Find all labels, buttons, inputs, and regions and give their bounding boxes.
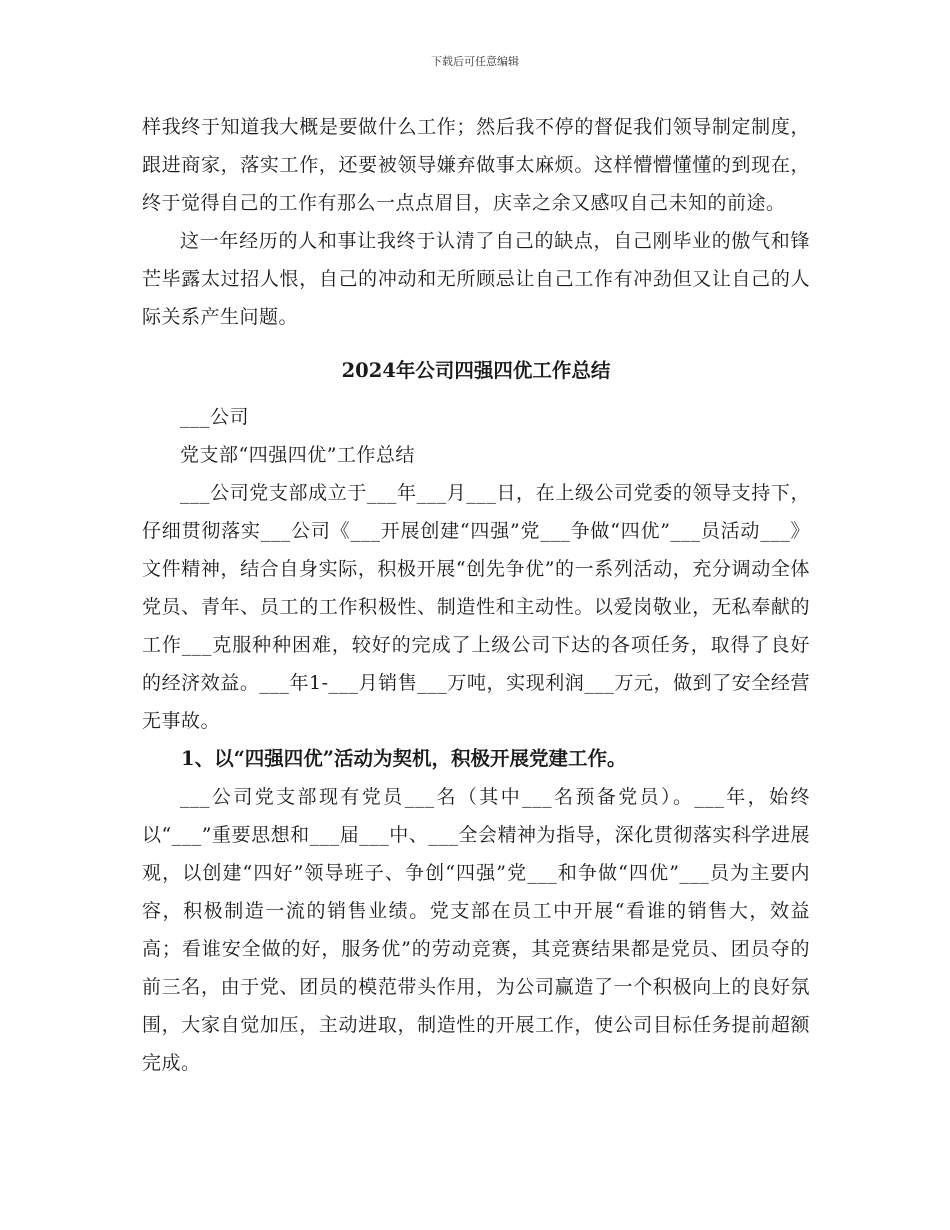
- company-line: ___公司: [180, 406, 250, 428]
- branch-line: 党支部“四强四优”工作总结: [180, 444, 415, 466]
- page-header-note: 下载后可任意编辑: [431, 55, 519, 68]
- document-body: [142, 108, 810, 1082]
- section-heading-1: 1、以“四强四优”活动为契机，积极开展党建工作。: [181, 747, 627, 770]
- document-title: 2024年公司四强四优工作总结: [341, 359, 611, 382]
- paragraph-continuation: 样我终于知道我大概是要做什么工作；然后我不停的督促我们领导制定制度，跟进商家，落实工作，还要被领导嫌弃做事太麻烦。这样懵懵懂懂的到现在，终于觉得自己的工作有那么一点点眉目，庆幸之余又感叹自己未知的前途。: [142, 116, 810, 214]
- paragraph-reflection: 这一年经历的人和事让我终于认清了自己的缺点，自己刚毕业的傲气和锋芒毕露太过招人恨，自己的冲动和无所顾忌让自己工作有冲劲但又让自己的人际关系产生问题。: [142, 230, 810, 328]
- intro-paragraph: ___公司党支部成立于___年___月___日，在上级公司党委的领导支持下，仔细贯彻落实___公司《___开展创建“四强”党___争做“四优”___员活动___》文件精神，结合自身实际，积极开展“创先争优”的一系列活动，充分调动全体党员、青年、员工的工作积极性、制造性和主动性。以爱岗敬业，无私奉献的工作___克服种种困难，较好的完成了上级公司下达的各项任务，取得了良好的经济效益。___年1-___月销售___万吨，实现利润___万元，做到了安全经营无事故。: [142, 482, 810, 732]
- section-1-paragraph: ___公司党支部现有党员___名（其中___名预备党员）。___年，始终以“___”重要思想和___届___中、___全会精神为指导，深化贯彻落实科学进展观，以创建“四好”领导班子、争创“四强”党___和争做“四优”___员为主要内容，积极制造一流的销售业绩。党支部在员工中开展“看谁的销售大，效益高；看谁安全做的好，服务优”的劳动竞赛，其竞赛结果都是党员、团员夺的前三名，由于党、团员的模范带头作用，为公司赢造了一个积极向上的良好氛围，大家自觉加压，主动进取，制造性的开展工作，使公司目标任务提前超额完成。: [142, 786, 810, 1074]
